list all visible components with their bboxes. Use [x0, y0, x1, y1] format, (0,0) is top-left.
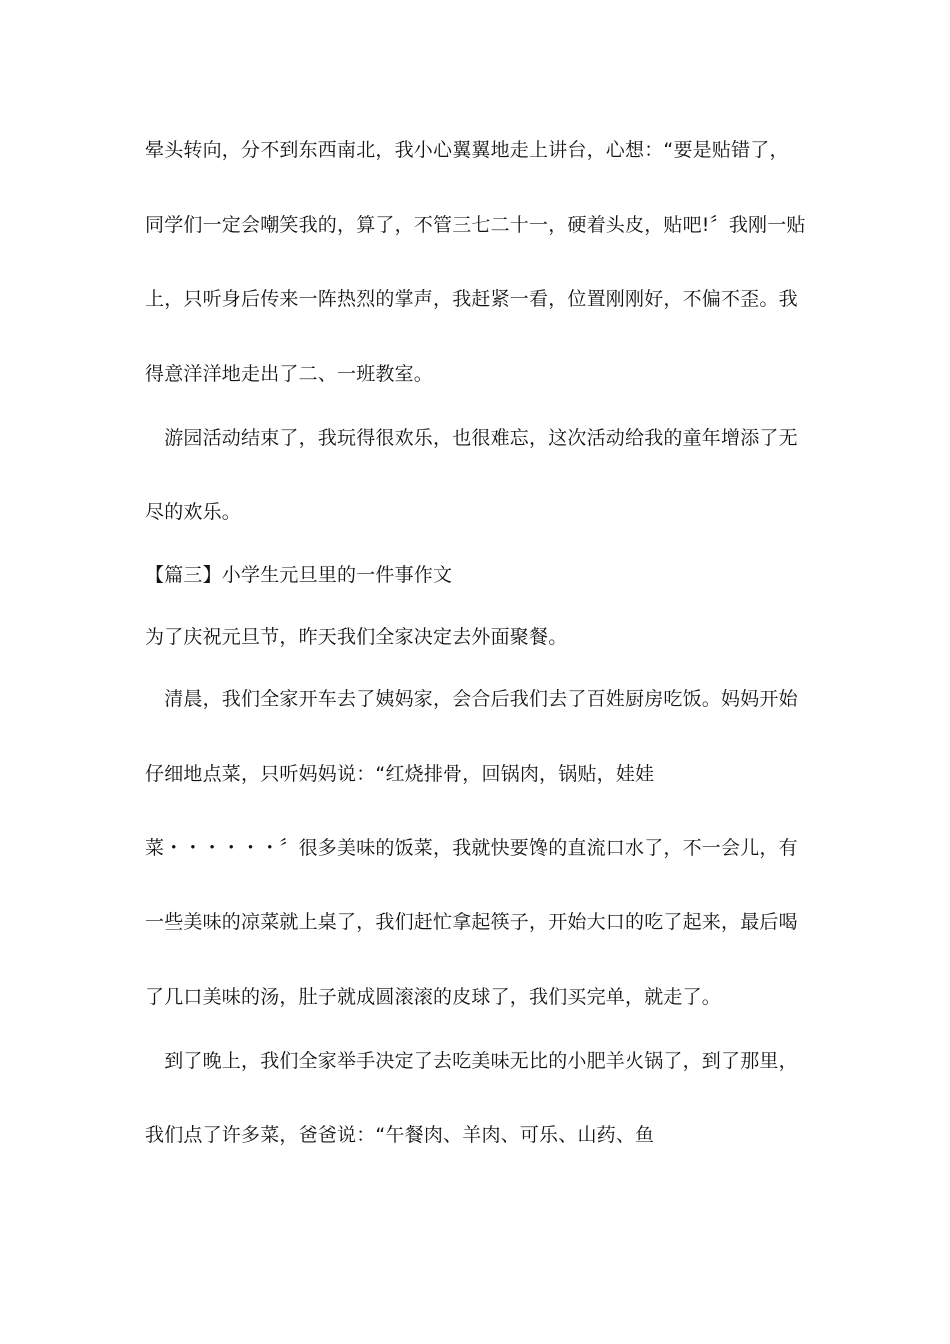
text-line: 为了庆祝元旦节，昨天我们全家决定去外面聚餐。 [145, 626, 568, 648]
text-line: 到了晚上，我们全家举手决定了去吃美味无比的小肥羊火锅了，到了那里， [145, 1050, 798, 1072]
text-line: 上，只听身后传来一阵热烈的掌声，我赶紧一看，位置刚刚好，不偏不歪。我 [145, 288, 798, 310]
section-heading: 【篇三】小学生元旦里的一件事作文 [145, 564, 453, 586]
text-line: 了几口美味的汤，肚子就成圆滚滚的皮球了，我们买完单，就走了。 [145, 986, 722, 1008]
text-line: 游园活动结束了，我玩得很欢乐，也很难忘，这次活动给我的童年增添了无 [145, 427, 798, 449]
text-line: 我们点了许多菜，爸爸说：“午餐肉、羊肉、可乐、山药、鱼 [145, 1124, 655, 1146]
text-line: 菜・・・・・・〞很多美味的饭菜，我就快要馋的直流口水了，不一会儿，有 [145, 837, 798, 859]
text-line: 同学们一定会嘲笑我的，算了，不管三七二十一，硬着头皮，贴吧!〞我刚一贴 [145, 214, 806, 236]
text-line: 仔细地点菜，只听妈妈说：“红烧排骨，回锅肉，锅贴，娃娃 [145, 763, 655, 785]
text-line: 晕头转向，分不到东西南北，我小心翼翼地走上讲台，心想：“要是贴错了， [145, 139, 789, 161]
text-line: 一些美味的凉菜就上桌了，我们赶忙拿起筷子，开始大口的吃了起来，最后喝 [145, 911, 798, 933]
text-line: 尽的欢乐。 [145, 501, 242, 523]
text-line: 得意洋洋地走出了二、一班教室。 [145, 363, 434, 385]
text-line: 清晨，我们全家开车去了姨妈家，会合后我们去了百姓厨房吃饭。妈妈开始 [145, 688, 798, 710]
